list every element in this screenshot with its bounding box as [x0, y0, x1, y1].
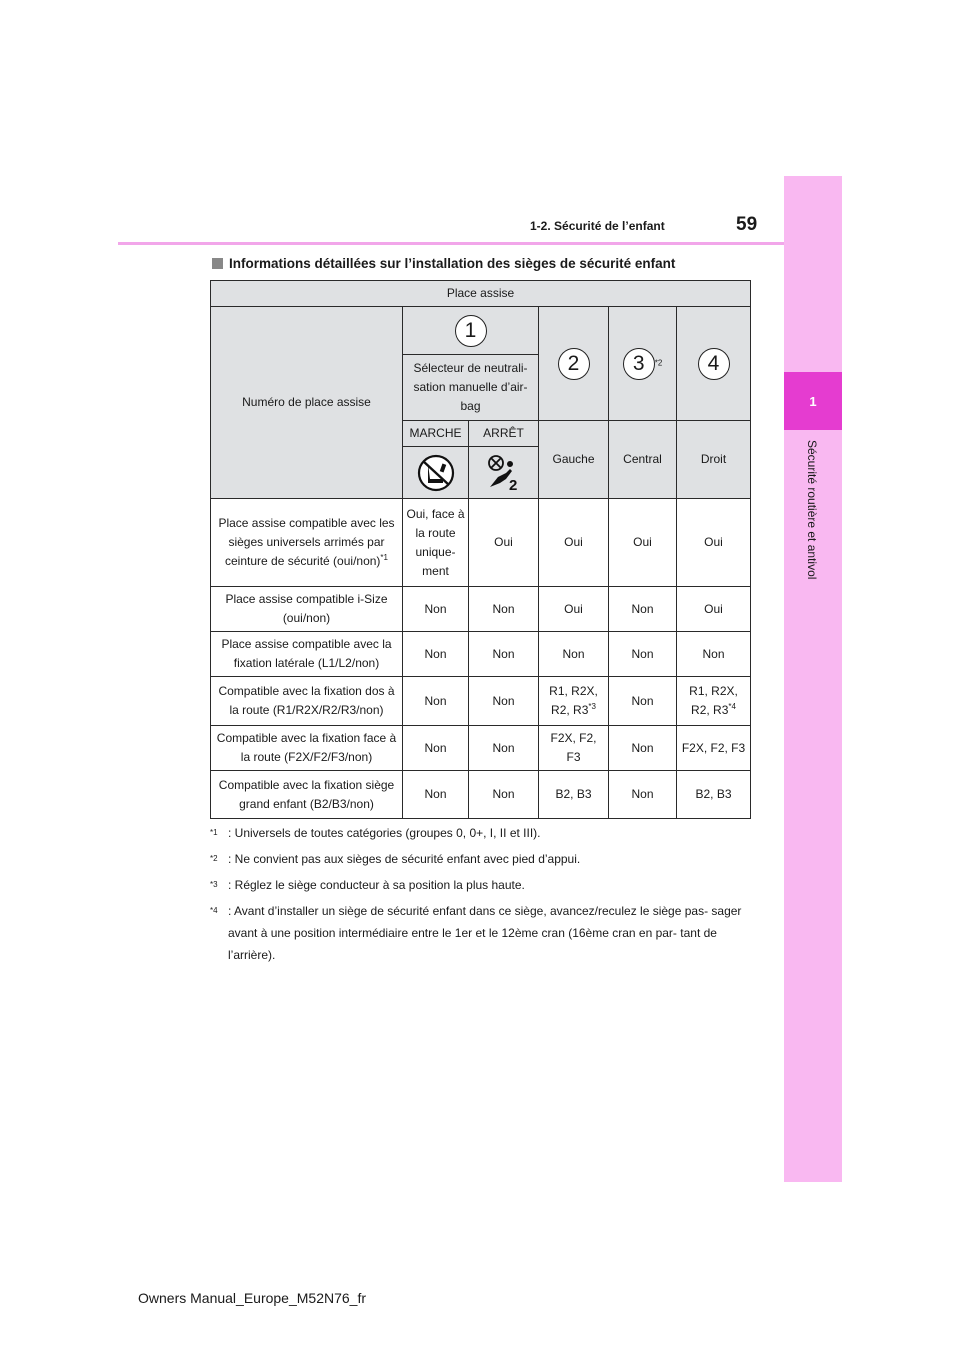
seat-3-note: *2: [654, 358, 663, 367]
row-cell: Non: [403, 677, 469, 726]
arret-label: ARRÊT: [469, 421, 539, 447]
row-label: Place assise compatible avec les sièges universels arrimés par ceinture de sécurité $(oui/non)^{*1}$: [211, 499, 403, 587]
row-cell: Non: [403, 632, 469, 677]
footnote-item: $^{*4}$ : Avant d’installer un siège de sécurité enfant dans ce siège, avancez/reculez le siège pas- sager avant à une position intermédiaire entre le 1er et le 12ème cran (16ème cran en par- tant de l’arrière).: [210, 904, 742, 962]
row-label: Compatible avec la fixation dos à la route (R1/R2X/R2/R3/non): [211, 677, 403, 726]
airbag-off-cell: [469, 447, 539, 499]
row-cell: Non: [609, 587, 677, 632]
row-cell: Oui: [677, 587, 751, 632]
bullet-square-icon: [212, 258, 223, 269]
row-cell: Non: [609, 726, 677, 771]
seat-number-2: 2: [558, 348, 590, 380]
row-cell: Non: [469, 677, 539, 726]
row-cell: Non: [403, 587, 469, 632]
seat-1-header: [403, 307, 539, 355]
seat-number-4: 4: [698, 348, 730, 380]
row-cell: B2, B3: [539, 771, 609, 819]
airbag-on-icon: [416, 453, 456, 493]
place-assise-header: Place assise: [211, 281, 751, 307]
section-title: 1-2. Sécurité de l’enfant: [530, 219, 665, 233]
table-row: [211, 677, 751, 726]
chapter-sidebar: [784, 176, 842, 1182]
row-cell: Oui: [539, 587, 609, 632]
installation-table: [210, 280, 751, 819]
footnotes: [210, 822, 750, 967]
row-label: Compatible avec la fixation siège grand enfant (B2/B3/non): [211, 771, 403, 819]
row-cell: Non: [677, 632, 751, 677]
row-cell: Oui: [677, 499, 751, 587]
footnote-item: $^{*1}$ : Universels de toutes catégories (groupes 0, 0+, I, II et III).: [210, 826, 541, 840]
row-cell: Non: [469, 632, 539, 677]
numero-place-label: Numéro de place assise: [211, 307, 403, 499]
header-rule: [118, 242, 784, 245]
row-cell: R1, R2X, R2, R3$^{*3}$: [539, 677, 609, 726]
table-row: [211, 771, 751, 819]
page-number: 59: [736, 214, 758, 235]
row-cell: Non: [609, 771, 677, 819]
seat-number-1: 1: [455, 315, 487, 347]
footer-manual-id: Owners Manual_Europe_M52N76_fr: [138, 1290, 367, 1306]
table-row: [211, 499, 751, 587]
seat-3-header: [609, 307, 677, 421]
row-cell: F2X, F2, F3: [539, 726, 609, 771]
table-row: [211, 587, 751, 632]
svg-text:2: 2: [508, 476, 517, 493]
row-label: Place assise compatible avec la fixation latérale (L1/L2/non): [211, 632, 403, 677]
table-row: [211, 726, 751, 771]
gauche-label: Gauche: [539, 421, 609, 499]
row-cell: Non: [609, 677, 677, 726]
row-cell: Non: [469, 726, 539, 771]
row-cell: Non: [609, 632, 677, 677]
row-cell: Non: [403, 771, 469, 819]
airbag-selector-label: Sélecteur de neutrali- sation manuelle d’air- bag: [403, 355, 539, 421]
section-heading: [212, 256, 675, 271]
chapter-title: Sécurité routière et antivol: [805, 440, 819, 580]
row-cell: Oui: [609, 499, 677, 587]
table-row: [211, 632, 751, 677]
row-cell: Non: [403, 726, 469, 771]
heading-text: Informations détaillées sur l’installation des sièges de sécurité enfant: [229, 256, 676, 271]
row-cell: R1, R2X, R2, R3$^{*4}$: [677, 677, 751, 726]
row-cell: Oui: [469, 499, 539, 587]
row-cell: Non: [469, 587, 539, 632]
seat-4-header: [677, 307, 751, 421]
marche-label: MARCHE: [403, 421, 469, 447]
row-cell: Non: [539, 632, 609, 677]
row-cell: Oui, face à la route unique- ment: [403, 499, 469, 587]
footnote-item: $^{*3}$ : Réglez le siège conducteur à sa position la plus haute.: [210, 878, 525, 892]
droit-label: Droit: [677, 421, 751, 499]
seat-2-header: [539, 307, 609, 421]
row-label: Compatible avec la fixation face à la route (F2X/F2/F3/non): [211, 726, 403, 771]
footnote-item: $^{*2}$ : Ne convient pas aux sièges de sécurité enfant avec pied d’appui.: [210, 852, 581, 866]
row-cell: B2, B3: [677, 771, 751, 819]
airbag-off-icon: [484, 453, 524, 493]
chapter-number: 1: [784, 372, 842, 430]
row-cell: Oui: [539, 499, 609, 587]
row-cell: Non: [469, 771, 539, 819]
central-label: Central: [609, 421, 677, 499]
row-label: Place assise compatible i-Size (oui/non): [211, 587, 403, 632]
airbag-on-cell: [403, 447, 469, 499]
seat-number-3: 3: [623, 348, 655, 380]
row-cell: F2X, F2, F3: [677, 726, 751, 771]
